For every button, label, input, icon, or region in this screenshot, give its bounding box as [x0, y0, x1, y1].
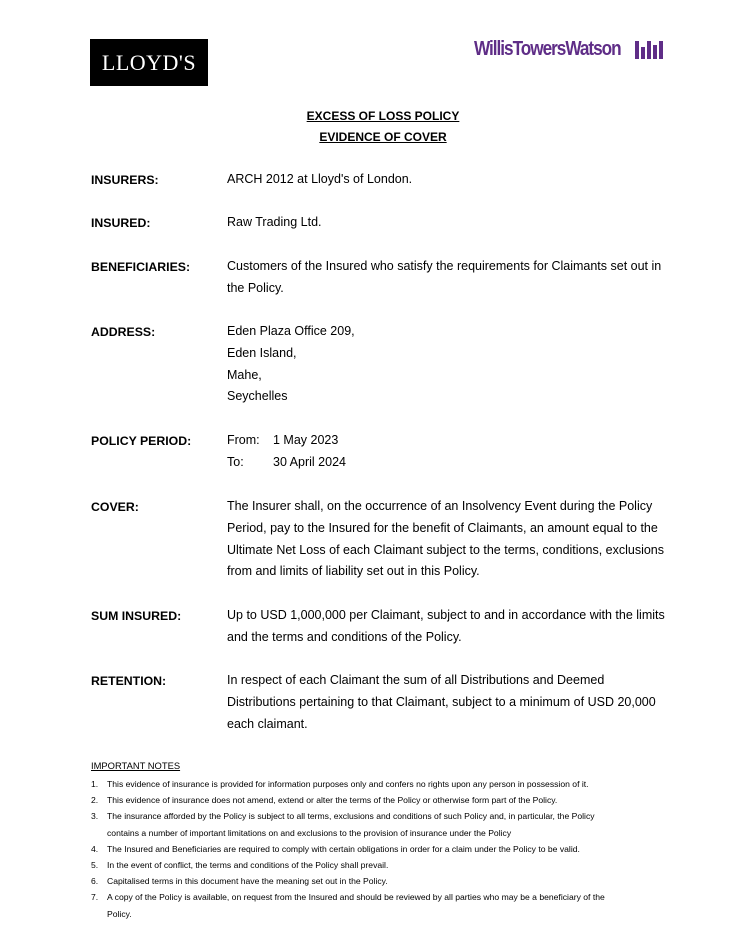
field-value: [227, 169, 682, 191]
field-label: POLICY PERIOD:: [91, 434, 192, 448]
field-label: ADDRESS:: [91, 325, 156, 339]
field-value: [227, 321, 682, 408]
field-label: INSURED:: [91, 216, 151, 230]
field-value: [227, 212, 682, 234]
note-number: 3.: [91, 811, 99, 822]
policy-period-to: [227, 452, 682, 474]
note-line: This evidence of insurance does not amend, extend or alter the terms of the Policy or otherwise form part of the Policy.: [107, 795, 558, 806]
field-label: RETENTION:: [91, 674, 167, 688]
field-value-line: Period, pay to the Insured for the benefit of Claimants, an amount equal to the: [227, 520, 658, 535]
address-line: Eden Plaza Office 209,: [227, 324, 355, 338]
address-line: Seychelles: [227, 389, 288, 404]
note-number: 7.: [91, 892, 99, 903]
from-label: From:: [227, 433, 260, 447]
note-line: A copy of the Policy is available, on request from the Insured and should be reviewed by all parties who may be a beneficiary of the: [107, 892, 605, 903]
field-value-line: Up to USD 1,000,000 per Claimant, subject to and in accordance with the limits: [227, 608, 665, 622]
note-number: 2.: [91, 795, 99, 806]
field-value-line: ARCH 2012 at Lloyd's of London.: [227, 172, 413, 186]
note-number: 4.: [91, 843, 99, 854]
address-line: Mahe,: [227, 367, 262, 382]
to-label: To:: [227, 454, 244, 469]
note-text: [107, 889, 671, 921]
note-number: 1.: [91, 779, 99, 789]
note-number: 5.: [91, 860, 99, 871]
wtw-logo-mark-icon: [635, 39, 663, 59]
field-label: SUM INSURED:: [91, 609, 182, 623]
field-label: INSURERS:: [91, 173, 159, 187]
field-value-line: Raw Trading Ltd.: [227, 215, 322, 229]
address-line: Eden Island,: [227, 345, 297, 360]
field-label: COVER:: [91, 500, 139, 514]
note-text: [107, 857, 671, 873]
note-text: [107, 792, 671, 808]
note-line: The Insured and Beneficiaries are required to comply with certain obligations in order for a claim under the Policy to be valid.: [107, 843, 580, 854]
note-item: [91, 857, 671, 873]
from-date: 1 May 2023: [273, 433, 339, 447]
document-subtitle: EVIDENCE OF COVER: [319, 130, 447, 144]
policy-period-from: [227, 430, 682, 452]
note-text: [107, 873, 671, 889]
note-item: [91, 889, 671, 921]
field-value: [227, 430, 682, 474]
to-date: 30 April 2024: [273, 454, 346, 469]
field-label: BENEFICIARIES:: [91, 260, 191, 274]
note-item: [91, 808, 671, 840]
field-value-line: Distributions pertaining to that Claimant, subject to a minimum of USD 20,000: [227, 694, 656, 709]
note-number: 6.: [91, 876, 99, 887]
note-item: [91, 841, 671, 857]
field-value-line: The Insurer shall, on the occurrence of an Insolvency Event during the Policy: [227, 499, 653, 513]
note-line: Policy.: [107, 908, 132, 919]
field-value-line: Customers of the Insured who satisfy the requirements for Claimants set out in: [227, 259, 662, 273]
note-line: The insurance afforded by the Policy is subject to all terms, exclusions and conditions of such Policy and, in particular, the Policy: [107, 811, 595, 822]
note-line: Capitalised terms in this document have the meaning set out in the Policy.: [107, 876, 388, 887]
field-value-line: In respect of each Claimant the sum of all Distributions and Deemed: [227, 673, 605, 687]
note-line: In the event of conflict, the terms and conditions of the Policy shall prevail.: [107, 860, 389, 871]
field-value-line: the Policy.: [227, 280, 284, 295]
note-line: contains a number of important limitations on and exclusions to the provision of insurance under the Policy: [107, 827, 512, 838]
field-value-line: Ultimate Net Loss of each Claimant subject to the terms, conditions, exclusions: [227, 542, 665, 557]
note-item: [91, 873, 671, 889]
note-text: [107, 841, 671, 857]
important-notes-heading: IMPORTANT NOTES: [91, 760, 181, 771]
note-line: This evidence of insurance is provided for information purposes only and confers no rights upon any person in possession of it.: [107, 779, 589, 789]
field-value: [227, 670, 682, 735]
field-value: [227, 256, 682, 300]
field-value: [227, 496, 682, 583]
lloyds-logo: LLOYD'S: [90, 39, 208, 86]
note-text: [107, 808, 671, 840]
field-value-line: and the terms and conditions of the Policy.: [227, 629, 462, 644]
document-title: EXCESS OF LOSS POLICY: [306, 109, 460, 123]
field-value-line: each claimant.: [227, 716, 308, 731]
note-item: [91, 792, 671, 808]
wtw-logo-text: WillisTowersWatson: [474, 37, 621, 60]
note-item: [91, 776, 671, 792]
field-value: [227, 605, 682, 649]
note-text: [107, 776, 671, 792]
willis-towers-watson-logo: [474, 36, 663, 62]
field-value-line: from and limits of liability set out in this Policy.: [227, 564, 480, 579]
important-notes-list: [91, 776, 671, 922]
